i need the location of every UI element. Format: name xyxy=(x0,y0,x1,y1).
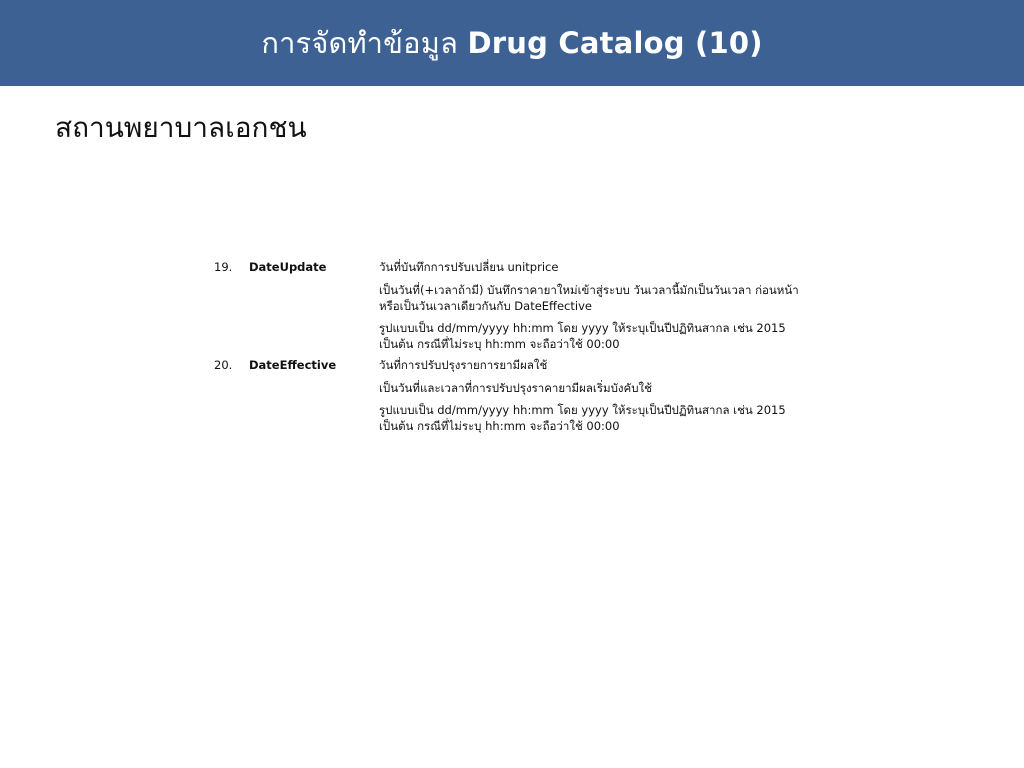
entry-number: 20. xyxy=(214,358,233,372)
entry-description xyxy=(379,259,799,358)
entry-description xyxy=(379,357,799,440)
page-title-english: Drug Catalog (10) xyxy=(467,26,763,60)
entry-paragraph: วันที่บันทึกการปรับเปลี่ยน unitprice xyxy=(379,260,559,274)
field-entry-dateeffective xyxy=(214,357,814,440)
page-title xyxy=(261,20,762,66)
entry-field-name: DateEffective xyxy=(249,358,337,372)
entry-paragraph: เป็นวันที่และเวลาที่การปรับปรุงราคายามีผลเริ่มบังคับใช้ xyxy=(379,381,652,395)
entry-paragraph: เป็นวันที่(+เวลาถ้ามี) บันทึกราคายาใหม่เข้าสู่ระบบ วันเวลานี้มักเป็นวันเวลา ก่อนหน้า หรือเป็นวันเวลาเดียวกันกับ DateEffective xyxy=(379,283,799,313)
entry-field-name: DateUpdate xyxy=(249,260,327,274)
entry-paragraph: วันที่การปรับปรุงรายการยามีผลใช้ xyxy=(379,358,548,372)
entry-paragraph: รูปแบบเป็น dd/mm/yyyy hh:mm โดย yyyy ให้ระบุเป็นปีปฏิทินสากล เช่น 2015 เป็นต้น กรณีที่ไม่ระบุ hh:mm จะถือว่าใช้ 00:00 xyxy=(379,403,786,433)
title-bar xyxy=(0,0,1024,86)
entry-number: 19. xyxy=(214,260,233,274)
page-subtitle: สถานพยาบาลเอกชน xyxy=(55,111,307,144)
field-entry-dateupdate xyxy=(214,259,814,358)
entry-paragraph: รูปแบบเป็น dd/mm/yyyy hh:mm โดย yyyy ให้ระบุเป็นปีปฏิทินสากล เช่น 2015 เป็นต้น กรณีที่ไม่ระบุ hh:mm จะถือว่าใช้ 00:00 xyxy=(379,321,786,351)
page-title-thai: การจัดทำข้อมูล xyxy=(261,26,459,60)
document-excerpt xyxy=(214,259,814,440)
